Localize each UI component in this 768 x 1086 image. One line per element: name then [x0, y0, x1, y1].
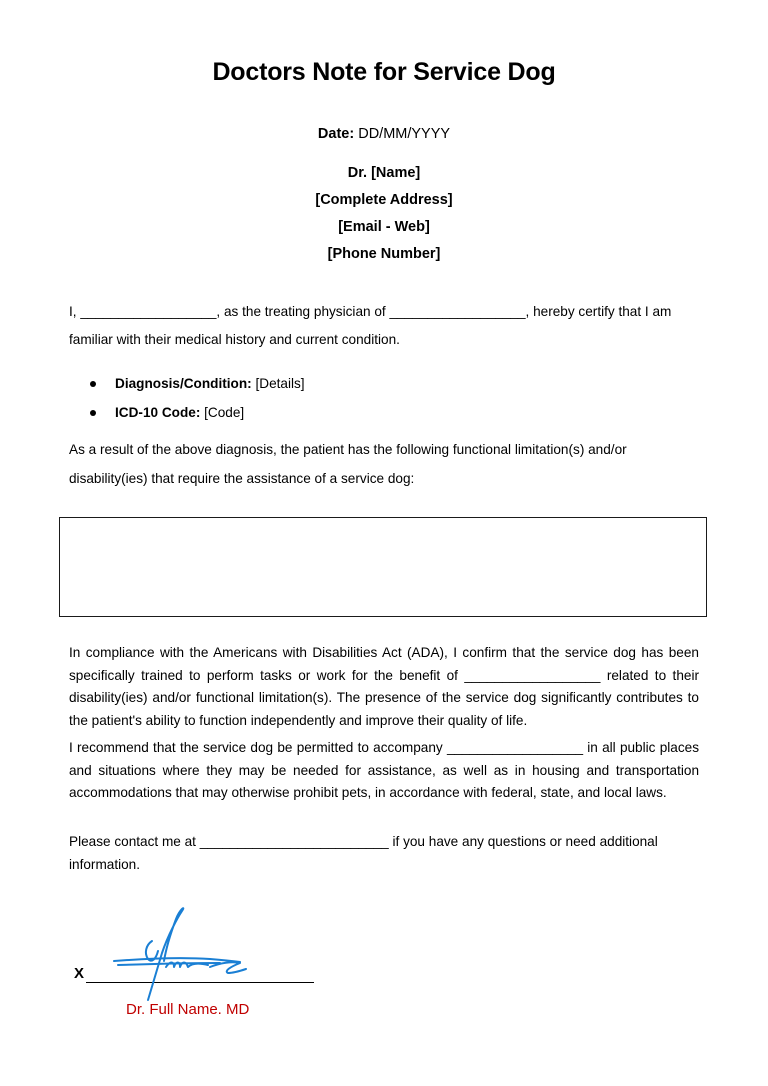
- handwritten-signature-icon: [100, 905, 260, 1005]
- signer-name: Dr. Full Name. MD: [126, 1001, 250, 1018]
- date-label: Date:: [317, 126, 355, 142]
- bullet-icon: [90, 381, 96, 387]
- limitations-box[interactable]: [59, 517, 707, 617]
- list-item: [90, 369, 305, 398]
- signature-x-mark: X: [74, 965, 85, 982]
- diagnosis-label: Diagnosis/Condition:: [115, 375, 252, 391]
- icd-code-label: ICD-10 Code:: [115, 404, 201, 420]
- list-item: [90, 398, 305, 427]
- recommendation-paragraph: I recommend that the service dog be permitted to accompany __________________ in all public places and situations where they may be needed for assistance, as well as in housing and transportation accommodations that may otherwise prohibit pets, in accordance with federal, state, and local laws.: [69, 740, 699, 800]
- diagnosis-list: [90, 369, 305, 427]
- doctor-email-web: [Email - Web]: [338, 219, 430, 235]
- diagnosis-value: [Details]: [255, 375, 305, 391]
- ada-compliance-paragraph: In compliance with the Americans with Disabilities Act (ADA), I confirm that the service dog has been specifically trained to perform tasks or work for the benefit of __________________ related to their disability(ies) and/or functional limitation(s). The presence of the service dog significantly contributes to the patient's ability to function independently and improve their quality of life.: [69, 645, 699, 728]
- document-title: Doctors Note for Service Dog: [212, 58, 556, 86]
- bullet-icon: [90, 410, 96, 416]
- doctor-address: [Complete Address]: [315, 192, 453, 208]
- limitations-intro-paragraph: As a result of the above diagnosis, the patient has the following functional limitation(s) and/or disability(ies) that require the assistance of a service dog:: [69, 442, 627, 486]
- contact-paragraph: Please contact me at _________________________ if you have any questions or need additional information.: [69, 834, 658, 872]
- doctor-info: [0, 163, 768, 271]
- date-line: [0, 126, 768, 142]
- date-value: DD/MM/YYYY: [358, 126, 451, 142]
- certification-paragraph: I, __________________, as the treating physician of __________________, hereby certify that I am familiar with their medical history and current condition.: [69, 304, 672, 347]
- doctor-name: Dr. [Name]: [347, 165, 421, 181]
- doctor-phone: [Phone Number]: [327, 246, 441, 262]
- icd-code-value: [Code]: [204, 404, 245, 420]
